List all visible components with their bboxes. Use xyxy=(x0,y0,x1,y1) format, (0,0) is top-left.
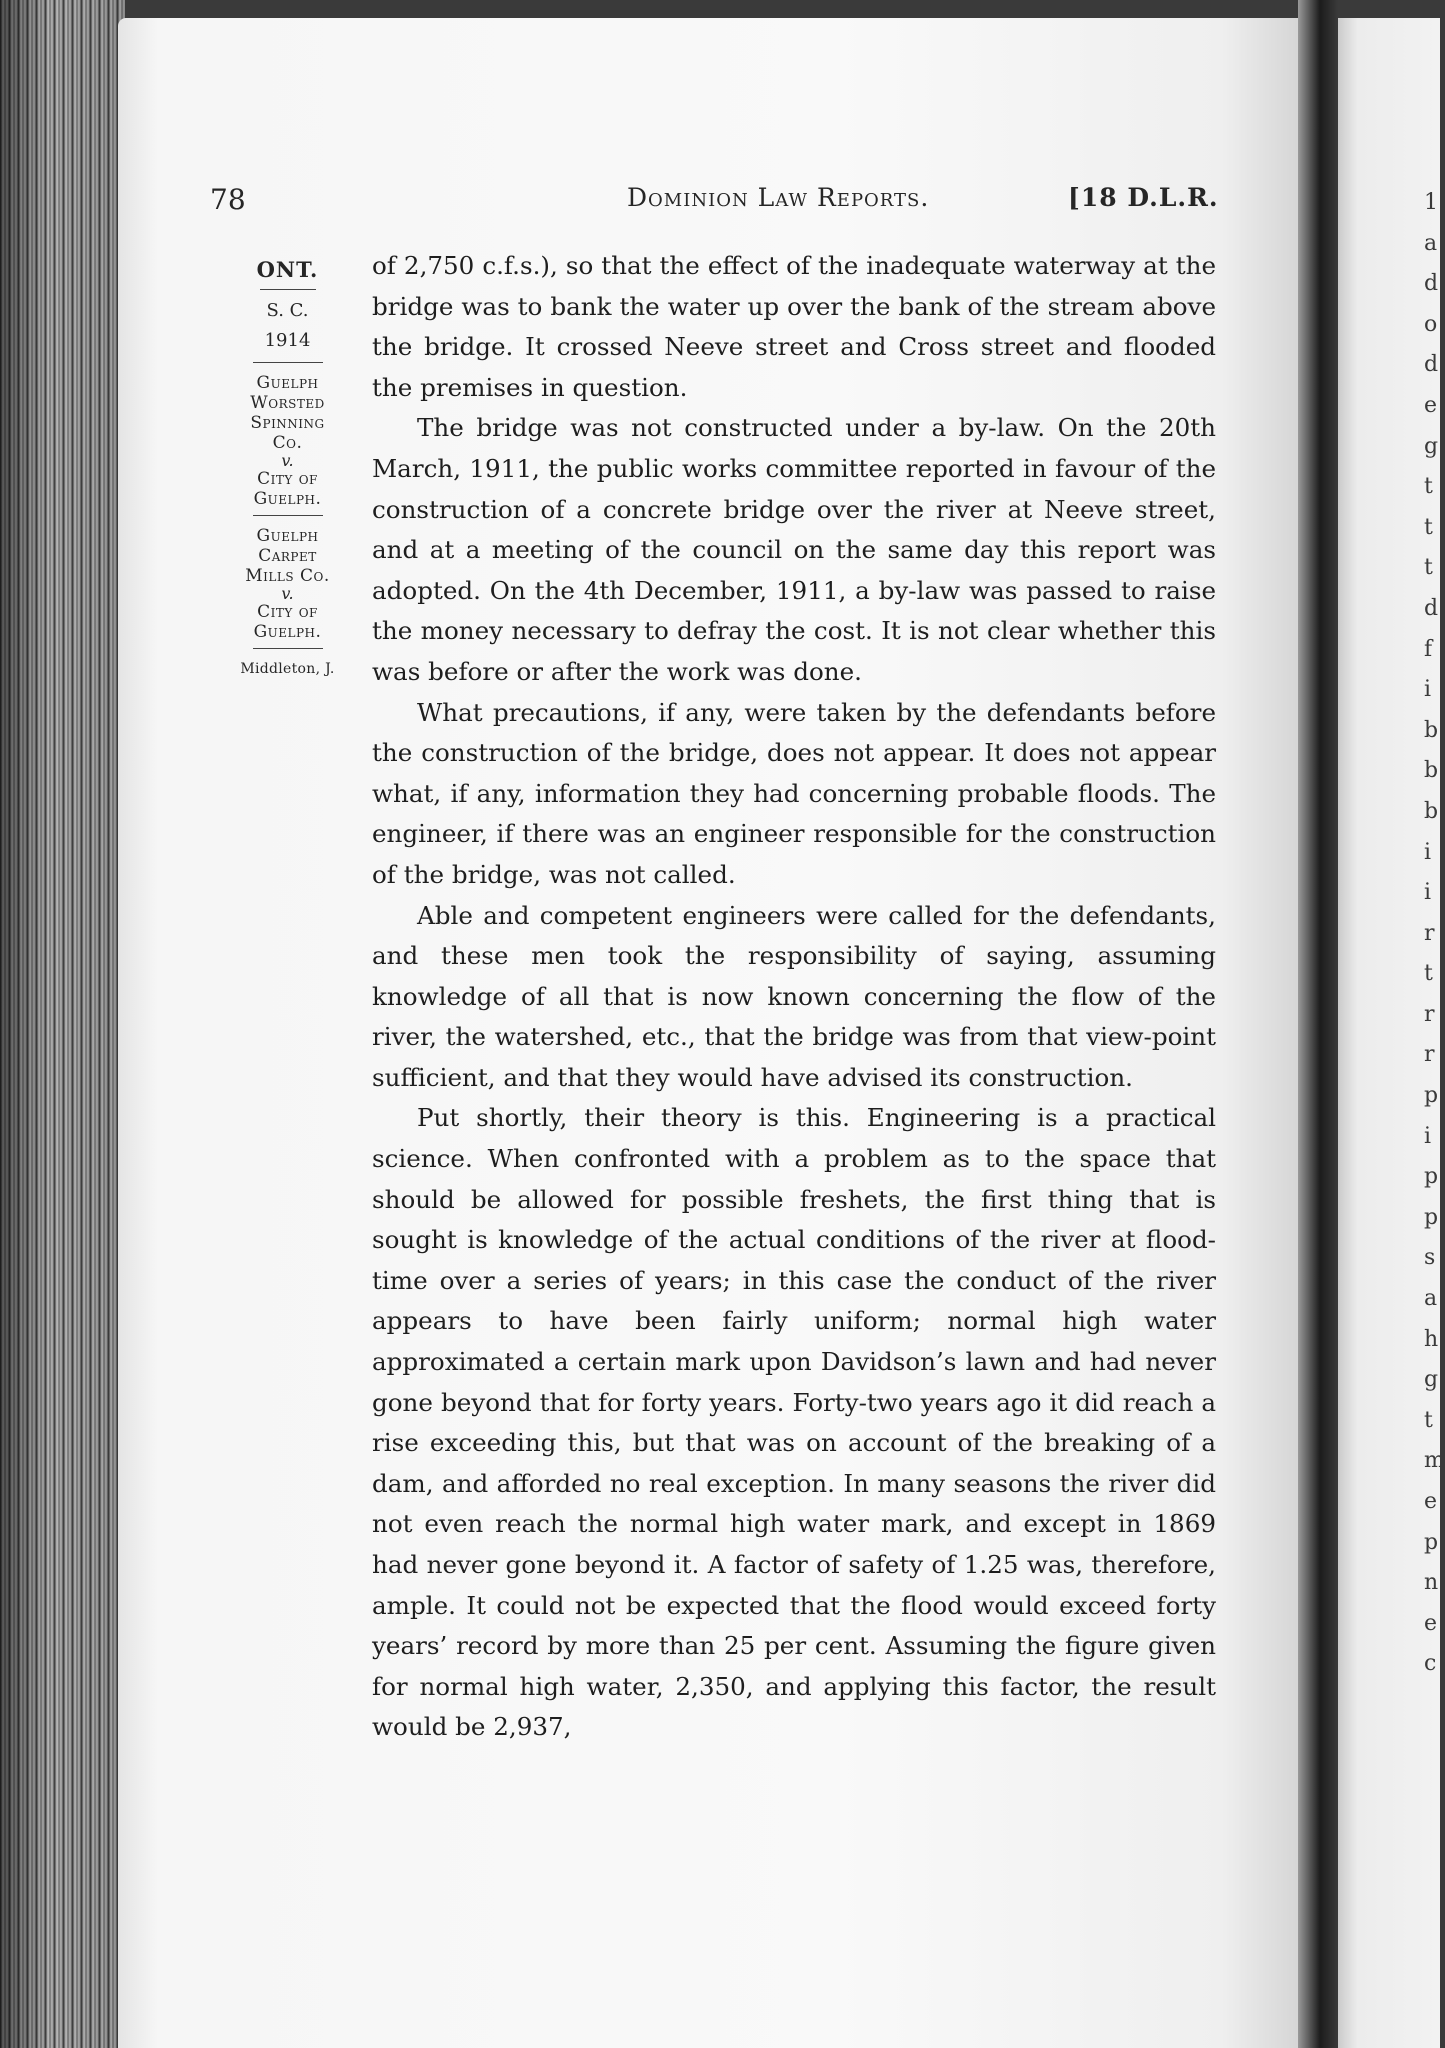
publication-title: Dominion Law Reports. xyxy=(627,183,930,212)
case2-plaintiff-line: Carpet xyxy=(258,546,317,566)
facing-page-fragment: e xyxy=(1424,1489,1438,1514)
case2-plaintiff-line: Guelph xyxy=(256,526,319,546)
case1-plaintiff-line: Worsted xyxy=(250,393,325,413)
book-gutter xyxy=(1298,0,1338,2048)
facing-page-fragment: t xyxy=(1424,514,1433,540)
case2-defendant-line: Guelph. xyxy=(253,622,322,642)
facing-page-fragment: r xyxy=(1424,1042,1435,1068)
case1-plaintiff-line: Co. xyxy=(272,433,303,453)
facing-page-fragment: b xyxy=(1424,798,1439,824)
facing-page-fragment: t xyxy=(1424,961,1433,987)
jurisdiction: ONT. xyxy=(256,257,319,282)
volume-reference: [18 D.L.R. xyxy=(1068,183,1219,212)
paragraph: The bridge was not constructed under a by-law. On the 20th March, 1911, the public works committee reported in favour of the construction of a concrete bridge over the river at Neeve street, and at a meeting of the council on the same day this report was adopted. On the 4th December, 1911, a by-law was passed to raise the money necessary to defray the cost. It is not clear whether this was before or after the work was done. xyxy=(372,413,1216,686)
versus: v. xyxy=(281,451,294,470)
divider xyxy=(260,289,316,290)
case2-defendant-line: City of xyxy=(257,602,318,622)
facing-page-fragment: r xyxy=(1424,920,1435,946)
case1-defendant-line: Guelph. xyxy=(253,489,322,509)
facing-page-fragment: i xyxy=(1424,839,1432,865)
judge-name: Middleton, J. xyxy=(240,661,335,677)
case2-plaintiff-line: Mills Co. xyxy=(245,566,330,586)
facing-page-fragment: b xyxy=(1424,717,1439,743)
facing-page-fragment: f xyxy=(1424,636,1433,662)
versus: v. xyxy=(281,584,294,603)
facing-page-text-fragments xyxy=(1424,183,1445,1685)
facing-page-fragment: p xyxy=(1424,1529,1439,1555)
facing-page-fragment: g xyxy=(1424,433,1439,459)
divider xyxy=(253,515,323,516)
facing-page-fragment: d xyxy=(1424,352,1439,378)
facing-page-fragment: b xyxy=(1424,758,1439,784)
facing-page-fragment: i xyxy=(1424,880,1432,906)
facing-page-fragment: i xyxy=(1424,677,1432,703)
facing-page-fragment: o xyxy=(1424,311,1438,337)
case1-defendant-line: City of xyxy=(257,469,318,489)
divider xyxy=(253,648,323,649)
facing-page-fragment: a xyxy=(1424,1286,1438,1312)
facing-page-fragment: s xyxy=(1424,1245,1436,1271)
paragraph: of 2,750 c.f.s.), so that the effect of the inadequate waterway at the bridge was to bank the water up over the bank of the stream above the bridge. It crossed Neeve street and Cross street and flooded the premises in question. xyxy=(372,251,1216,402)
facing-page-fragment: t xyxy=(1424,474,1433,500)
facing-page-fragment: 1 xyxy=(1424,190,1438,215)
paragraph: What precautions, if any, were taken by the defendants before the construction of the bridge, does not appear. It does not appear what, if any, information they had concerning probable floods. The engineer, if there was an engineer responsible for the construction of the bridge, was not called. xyxy=(372,697,1216,889)
facing-page-fragment: i xyxy=(1424,1123,1432,1149)
divider xyxy=(253,362,323,363)
facing-page-fragment: m xyxy=(1424,1448,1445,1474)
facing-page-fragment: d xyxy=(1424,271,1439,297)
facing-page-fragment: p xyxy=(1424,1164,1439,1190)
facing-page-fragment: a xyxy=(1424,230,1438,256)
facing-page-fragment: e xyxy=(1424,1610,1438,1636)
facing-page-fragment: h xyxy=(1424,1326,1439,1352)
facing-page-fragment: p xyxy=(1424,1083,1439,1109)
facing-page-fragment: d xyxy=(1424,595,1439,621)
facing-page-fragment: r xyxy=(1424,1001,1435,1027)
running-head xyxy=(0,183,1300,223)
page-number: 78 xyxy=(210,183,246,216)
facing-page-fragment: t xyxy=(1424,555,1433,581)
year: 1914 xyxy=(264,330,311,351)
facing-page-fragment: c xyxy=(1424,1651,1437,1677)
paragraph: Able and competent engineers were called for the defendants, and these men took the responsibility of saying, assuming knowledge of all that is now known concerning the flow of the river, the watershed, etc., that the bridge was from that view-point sufficient, and that they would have advised its construction. xyxy=(372,900,1216,1092)
paragraph: Put shortly, their theory is this. Engineering is a practical science. When confronted with a problem as to the space that should be allowed for possible freshets, the first thing that is sought is knowledge of the actual conditions of the river at flood-time over a series of years; in this case the conduct of the river appears to have been fairly uniform; normal high water approximated a certain mark upon Davidson’s lawn and had never gone beyond that for forty years. Forty-two years ago it did reach a rise exceeding this, but that was on account of the breaking of a dam, and afforded no real exception. In many seasons the river did not even reach the normal high water mark, and except in 1869 had never gone beyond it. A factor of safety of 1.25 was, therefore, ample. It could not be expected that the flood would exceed forty years’ record by more than 25 per cent. Assuming the figure given for normal high water, 2,350, and applying this factor, the result would be 2,937, xyxy=(372,1103,1216,1742)
facing-page-fragment: g xyxy=(1424,1367,1439,1393)
case1-plaintiff-line: Guelph xyxy=(256,373,319,393)
court: S. C. xyxy=(266,300,309,321)
spine-shadow xyxy=(0,0,125,2048)
case1-plaintiff-line: Spinning xyxy=(250,413,325,433)
facing-page-fragment: e xyxy=(1424,392,1438,418)
facing-page-fragment: t xyxy=(1424,1407,1433,1433)
side-note xyxy=(220,255,355,679)
facing-page-fragment: p xyxy=(1424,1204,1439,1230)
facing-page-fragment: n xyxy=(1424,1570,1439,1596)
body-text xyxy=(372,246,1216,1748)
